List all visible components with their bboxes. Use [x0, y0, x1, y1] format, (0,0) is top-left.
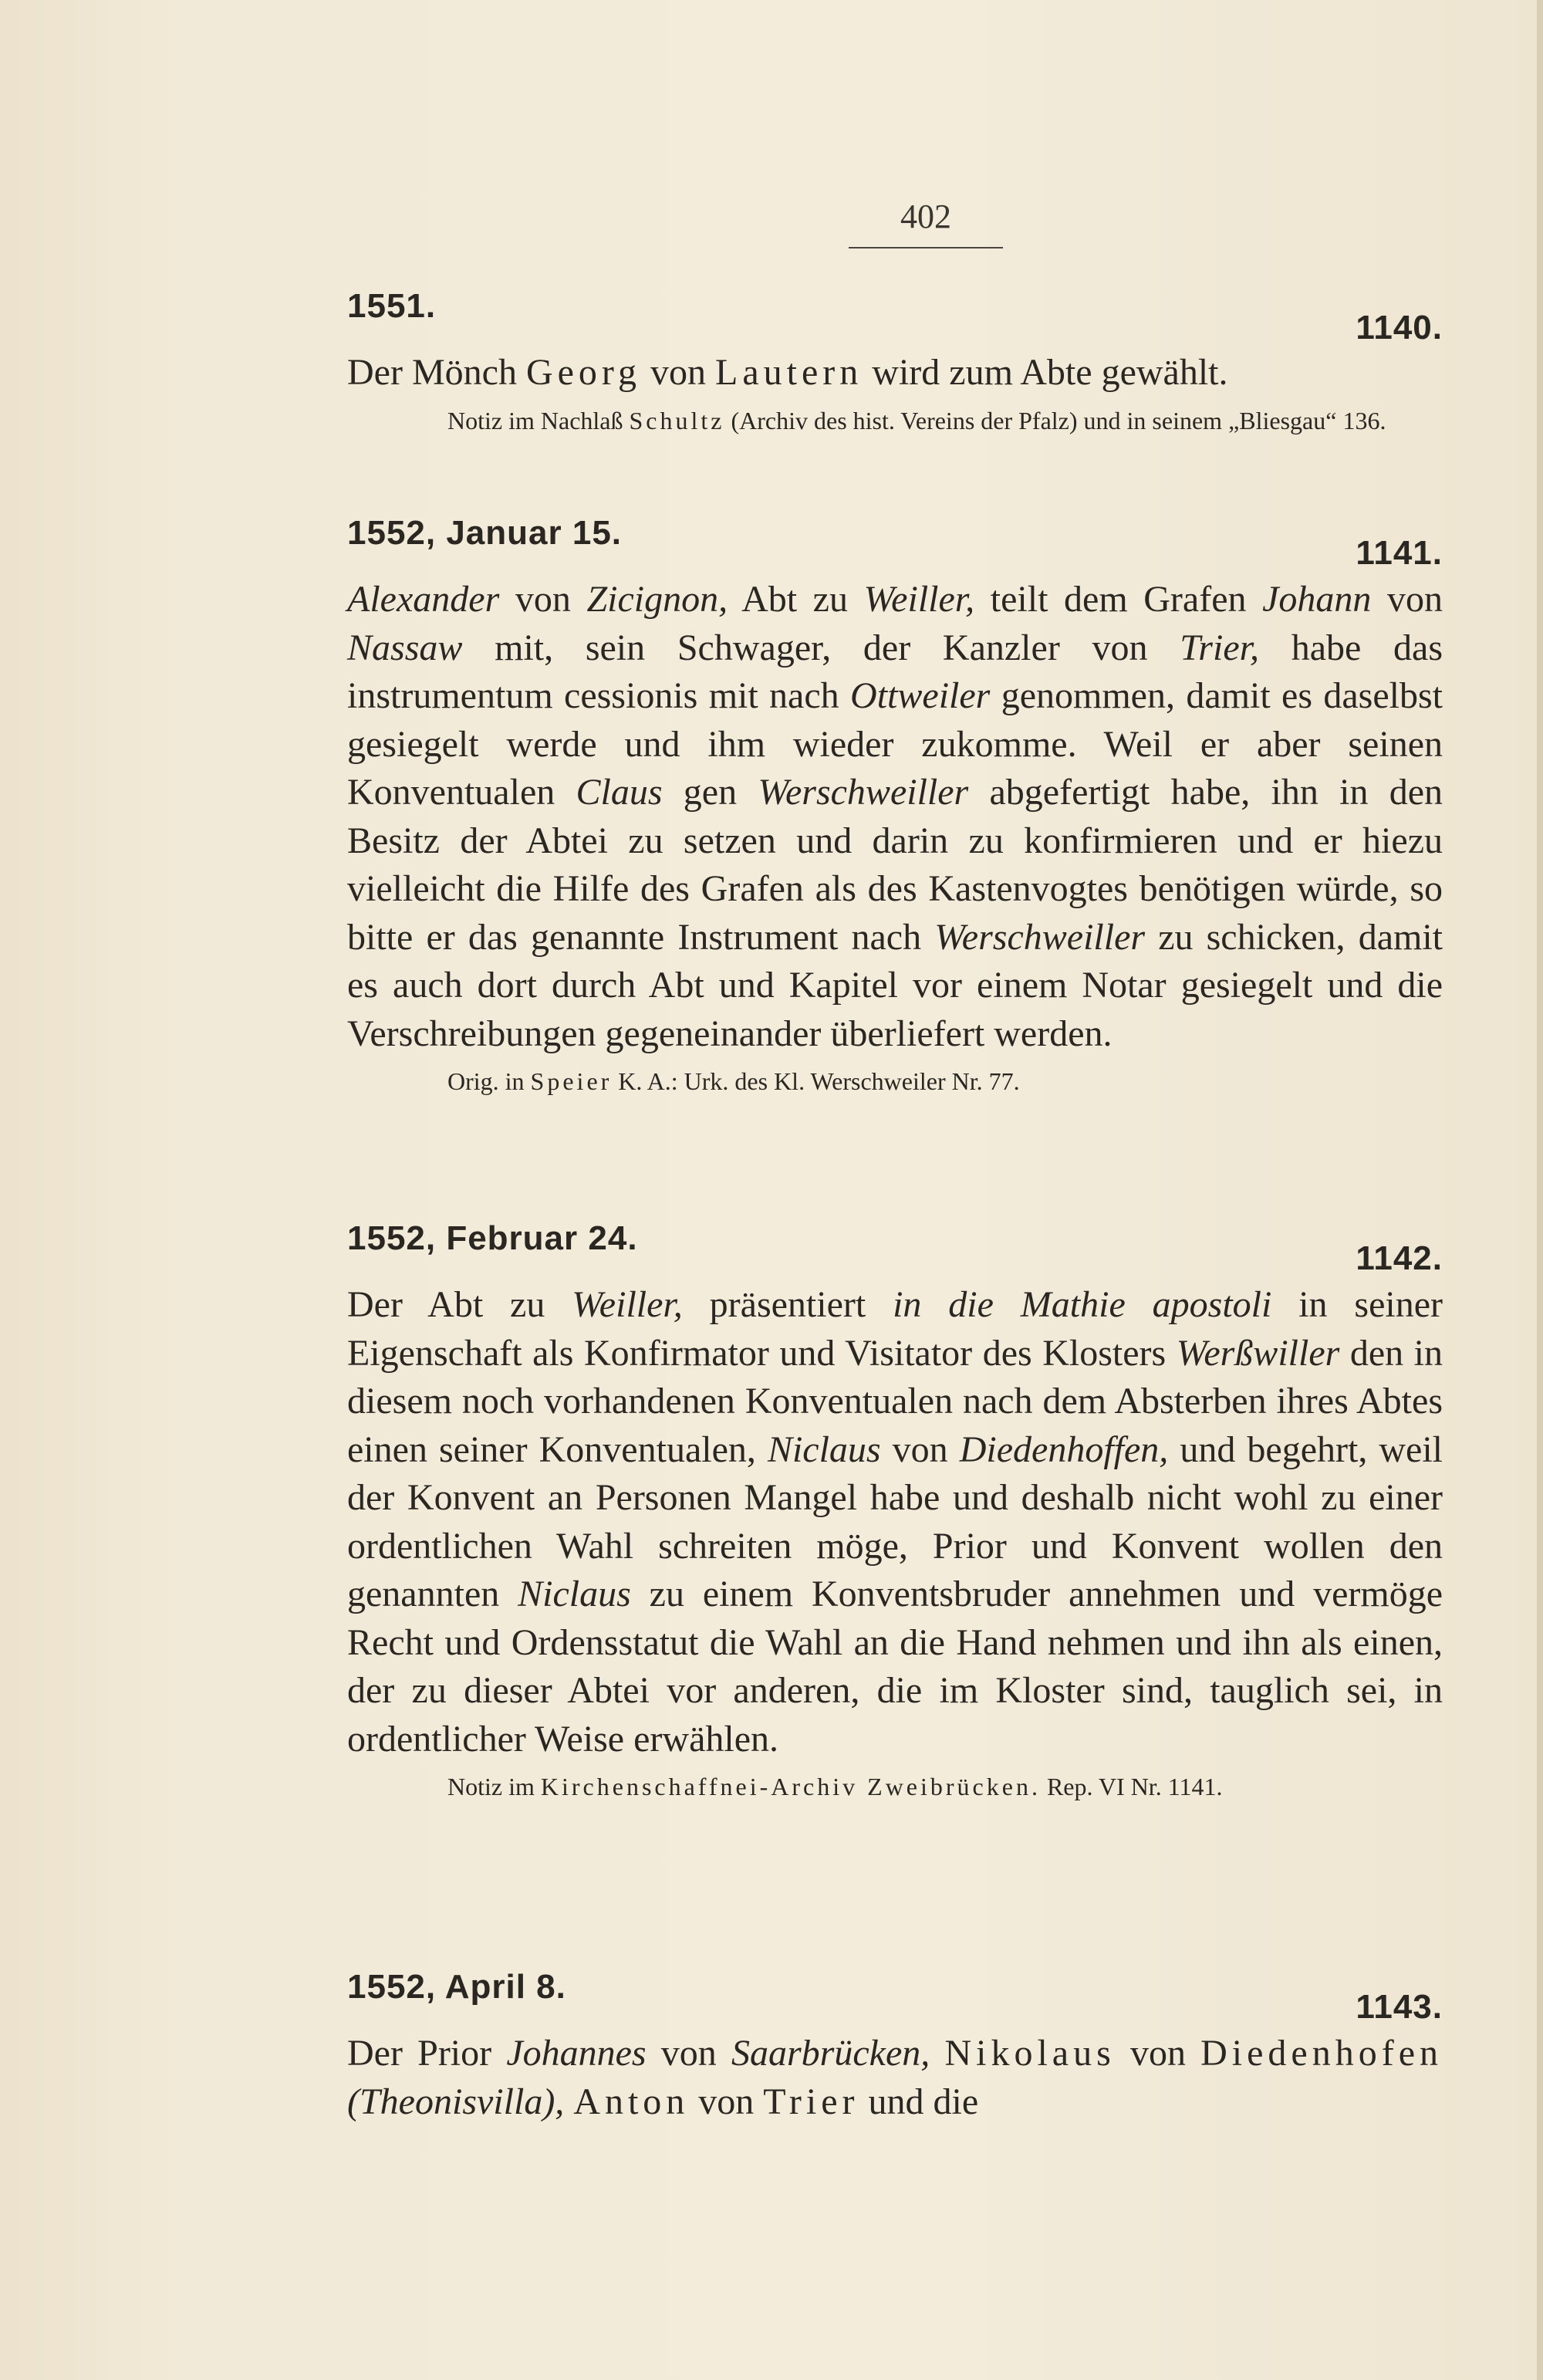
entry-body	[347, 1281, 1443, 1763]
entry-number: 1141.	[1356, 534, 1443, 572]
entry-number: 1140.	[1356, 309, 1443, 347]
entry-1140	[347, 287, 1443, 438]
body-text-run: Ottweiler	[850, 675, 991, 716]
body-text-run	[930, 2033, 944, 2074]
body-text-run: von	[1371, 579, 1443, 620]
body-text-run: genommen, damit es daselbst gesiegelt werde und ihm wieder zukomme. Weil er aber seinen Konventualen	[347, 675, 1443, 813]
entry-1142	[347, 1219, 1443, 1804]
entry-body	[347, 576, 1443, 1058]
body-text-run: den in diesem noch vorhandenen Konventualen nach dem Absterben ihres Abtes einen seiner Konventualen,	[347, 1332, 1443, 1470]
body-text-run: und die	[859, 2081, 979, 2122]
note-text-run: Kirchenschaffnei-Archiv Zweibrücken.	[540, 1773, 1041, 1800]
page-number: 402	[900, 198, 951, 235]
body-text-run: Werschweiller	[758, 772, 969, 813]
body-text-run: Der Prior	[347, 2033, 507, 2074]
note-text-run: (Archiv des hist. Vereins der Pfalz) und in seinem „Bliesgau“ 136.	[724, 406, 1386, 434]
note-text-run: Notiz im	[447, 1773, 541, 1800]
body-text-run: Niclaus	[518, 1574, 631, 1614]
body-text-run: Saarbrücken,	[731, 2033, 930, 2074]
note-text-run: Notiz im Nachlaß	[447, 406, 630, 434]
body-text-run: Lautern	[715, 352, 863, 393]
body-text-run: teilt dem Grafen	[974, 579, 1263, 620]
body-text-run: und begehrt, weil der Konvent an Personen Mangel habe und deshalb nicht wohl zu einer ordentlichen Wahl schreiten möge, Prior und Konvent wollen den genannten	[347, 1428, 1443, 1614]
note-text-run: Schultz	[629, 406, 725, 434]
body-text-run: Diedenhofen	[1200, 2033, 1443, 2074]
entry-source-note	[347, 1770, 1443, 1804]
entry-date: 1552, Februar 24.	[347, 1219, 638, 1257]
body-text-run: von	[880, 1428, 960, 1470]
body-text-run: Trier,	[1180, 627, 1259, 668]
body-text-run: Abt zu	[728, 579, 864, 620]
note-text-run: Speier	[530, 1067, 613, 1095]
body-text-run: Anton	[573, 2081, 690, 2122]
body-text-run: in die Mathie apostoli	[893, 1284, 1272, 1325]
body-text-run: (Theonisvilla),	[347, 2081, 565, 2122]
entry-1141	[347, 514, 1443, 1098]
body-text-run: Werßwiller	[1176, 1332, 1340, 1374]
note-text-run: K. A.: Urk. des Kl. Werschweiler Nr. 77.	[612, 1067, 1020, 1095]
body-text-run: Weiller,	[863, 579, 975, 620]
body-text-run: Johann	[1262, 579, 1372, 620]
body-text-run: von	[641, 352, 716, 393]
page-edge-shadow	[1537, 0, 1543, 2380]
body-text-run: Trier	[763, 2081, 859, 2122]
body-text-run: von	[1115, 2033, 1201, 2074]
body-text-run: zu einem Konventsbruder annehmen und vermöge Recht und Ordensstatut die Wahl an die Hand nehmen und ihn als einen, der zu dieser Abtei vor anderen, die im Kloster sind, tauglich sei, in ordentlicher Weise erwählen.	[347, 1574, 1443, 1760]
entry-source-note	[347, 1064, 1443, 1098]
body-text-run: Diedenhoffen,	[959, 1428, 1169, 1470]
entry-number: 1143.	[1356, 1988, 1443, 2026]
body-text-run: präsentiert	[682, 1284, 893, 1325]
body-text-run: von	[499, 579, 587, 620]
body-text-run: gen	[662, 772, 758, 813]
entry-1143	[347, 1968, 1443, 2126]
body-text-run: in seiner Eigenschaft als Konfirmator und Visitator des Klosters	[347, 1284, 1443, 1374]
body-text-run: Der Mönch	[347, 352, 526, 393]
page-number-rule	[849, 247, 1003, 248]
entry-source-note	[347, 404, 1443, 438]
entry-body	[347, 349, 1443, 397]
body-text-run: Der Abt zu	[347, 1284, 572, 1325]
body-text-run: Zicignon,	[586, 579, 728, 620]
body-text-run: von	[646, 2033, 731, 2074]
body-text-run: Niclaus	[767, 1428, 881, 1470]
entry-number: 1142.	[1356, 1239, 1443, 1277]
body-text-run: Weiller,	[572, 1284, 683, 1325]
body-text-run: Alexander	[347, 579, 500, 620]
body-text-run: Nikolaus	[944, 2033, 1116, 2074]
note-text-run: Orig. in	[447, 1067, 531, 1095]
entry-body	[347, 2030, 1443, 2126]
body-text-run: Nassaw	[347, 627, 463, 668]
body-text-run	[564, 2081, 573, 2122]
note-text-run: Rep. VI Nr. 1141.	[1040, 1773, 1223, 1800]
entry-date: 1552, Januar 15.	[347, 514, 623, 552]
entry-date: 1552, April 8.	[347, 1968, 566, 2006]
body-text-run: Johannes	[506, 2033, 647, 2074]
body-text-run: von	[689, 2081, 764, 2122]
body-text-run: Georg	[525, 352, 642, 393]
entry-date: 1551.	[347, 287, 437, 325]
body-text-run: wird zum Abte gewählt.	[863, 352, 1228, 393]
body-text-run: Claus	[576, 772, 663, 813]
body-text-run: Werschweiller	[934, 916, 1146, 958]
body-text-run: abgefertigt habe, ihn in den Besitz der Abtei zu setzen und darin zu konfirmieren und er hiezu vielleicht die Hilfe des Grafen als des Kastenvogtes benötigen würde, so bitte er das genannte Instrument nach	[347, 772, 1443, 958]
body-text-run: mit, sein Schwager, der Kanzler von	[462, 627, 1180, 668]
body-text-run: zu schicken, damit es auch dort durch Abt und Kapitel vor einem Notar gesiegelt und die Verschreibungen gegeneinander überliefert werden.	[347, 916, 1443, 1054]
body-text-run: habe das instrumentum cessionis mit nach	[347, 627, 1443, 716]
